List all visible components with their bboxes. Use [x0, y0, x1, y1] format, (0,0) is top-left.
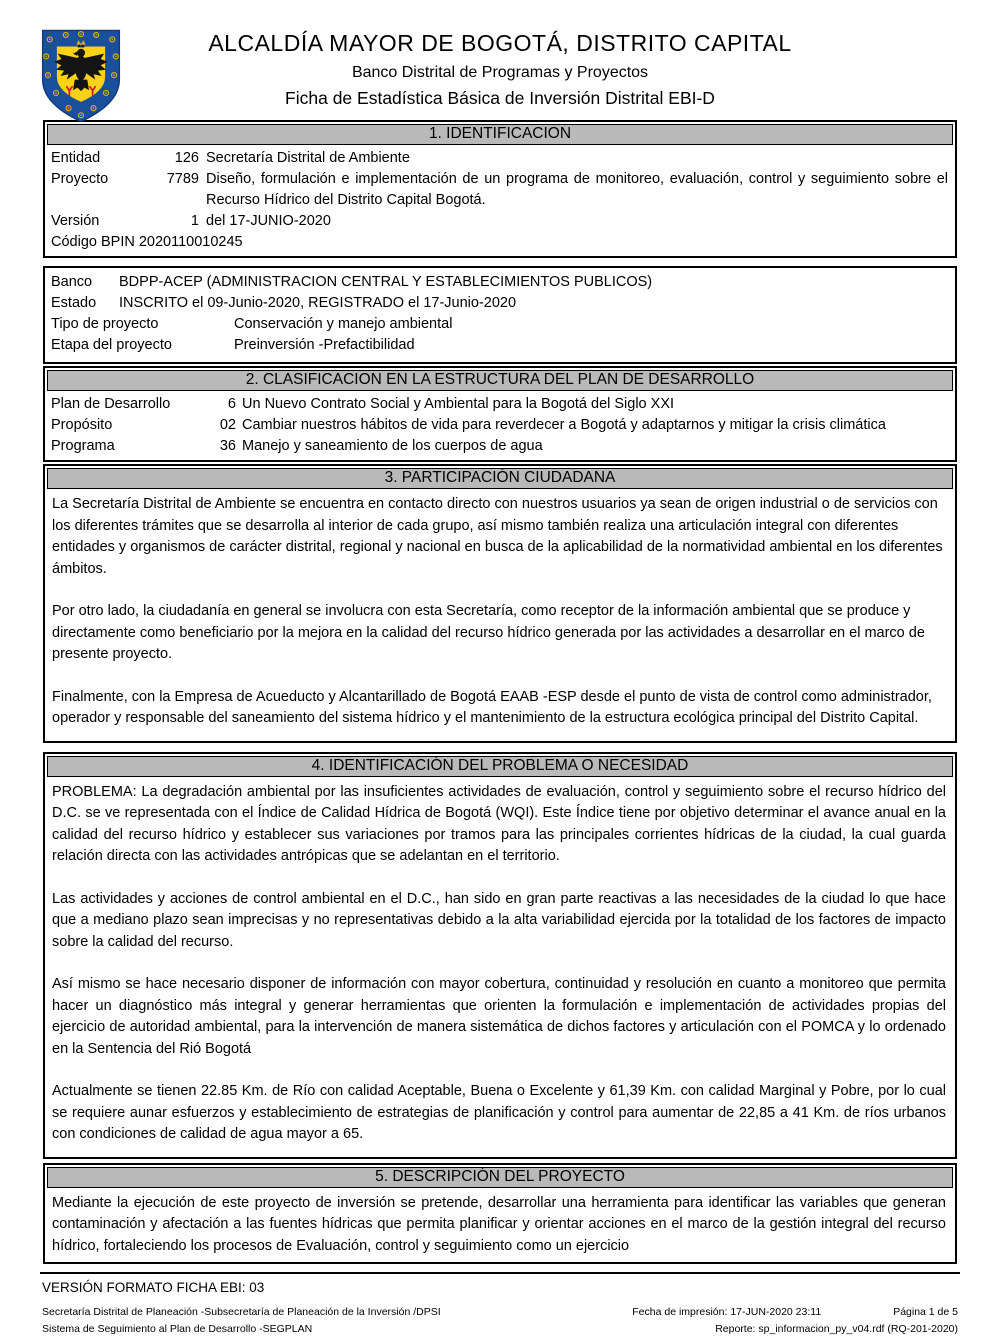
version-code: 1: [190, 213, 199, 229]
row-codigo-bpin: [51, 232, 948, 253]
plan-value: Un Nuevo Contrato Social y Ambiental para la Bogotá del Siglo XXI: [242, 396, 675, 412]
codigo-bpin: Código BPIN 2020110010245: [51, 234, 243, 250]
proposito-code: 02: [219, 417, 236, 433]
row-proposito: [51, 415, 948, 436]
entidad-value: Secretaría Distrital de Ambiente: [206, 150, 410, 166]
proyecto-label: Proyecto: [51, 171, 109, 187]
problema-paragraph: Las actividades y acciones de control ambiental en el D.C., han sido en gran parte reactivas a las necesidades de la ciudad lo que hace que a mediano plazo sean imprecisas y no representativas debido a la alta variabilidad ejercida por la totalidad de los factores de impacto sobre la calidad del recurso.: [52, 890, 946, 950]
participacion-text: [45, 491, 955, 741]
proposito-label: Propósito: [51, 417, 113, 433]
section-descripcion: [43, 1163, 957, 1265]
identificacion-table: [45, 147, 955, 256]
problema-paragraph: Actualmente se tienen 22.85 Km. de Río con calidad Aceptable, Buena o Excelente y 61,39 Km. con calidad Marginal y Pobre, por lo cual se requiere aunar esfuerzos y establecimiento de estrategias de planificación y control para aumentar de 22,85 a 41 Km. de ríos urbanos con condiciones de calidad de agua mayor a 65.: [52, 1083, 946, 1142]
row-estado: [51, 293, 948, 314]
proposito-value: Cambiar nuestros hábitos de vida para reverdecer a Bogotá y adaptarnos y mitigar la crisis climática: [242, 417, 886, 433]
problema-text: [45, 779, 955, 1157]
page-footer: [40, 1272, 960, 1338]
bogota-coat-of-arms-icon: [36, 26, 126, 126]
row-etapa-proyecto: [51, 335, 948, 356]
footer-print-info: [632, 1304, 958, 1321]
programa-label: Programa: [51, 438, 115, 454]
footer-entity-line: Secretaría Distrital de Planeación -Subsecretaría de Planeación de la Inversión /DPSI: [42, 1306, 441, 1318]
section-identificacion: [43, 120, 957, 258]
problema-paragraph: PROBLEMA: La degradación ambiental por las insuficientes actividades de evaluación, control y seguimiento sobre el recurso hídrico del D.C. se ve representada con el Índice de Calidad Hídrica de Bogotá (WQI). Este Índice tiene por objetivo determinar el avance anual en la calidad del recurso hídrico y establecer sus variaciones por tramos para las principales corrientes hídricas de la ciudad, la cual guarda relación directa con las actividades antrópicas que se adelantan en el territorio.: [52, 783, 946, 864]
banco-value: BDPP-ACEP (ADMINISTRACION CENTRAL Y ESTABLECIMIENTOS PUBLICOS): [119, 274, 653, 290]
entidad-label: Entidad: [51, 150, 101, 166]
plan-label: Plan de Desarrollo: [51, 396, 171, 412]
descripcion-text: [45, 1190, 955, 1263]
row-banco: [51, 272, 948, 293]
programa-value: Manejo y saneamiento de los cuerpos de agua: [242, 438, 543, 454]
programa-code: 36: [219, 438, 236, 454]
estado-value: INSCRITO el 09-Junio-2020, REGISTRADO el 17-Junio-2020: [119, 295, 517, 311]
document-title: Ficha de Estadística Básica de Inversión Distrital EBI-D: [285, 88, 715, 108]
tipo-proyecto-value: Conservación y manejo ambiental: [234, 316, 453, 332]
row-programa: [51, 436, 948, 457]
footer-system-line: Sistema de Seguimiento al Plan de Desarrollo -SEGPLAN: [42, 1323, 313, 1335]
section-registro-banco: [43, 266, 957, 364]
descripcion-paragraph: Mediante la ejecución de este proyecto de inversión se pretende, desarrollar una herramienta para identificar las variables que generan contaminación y afectación a las fuentes hídricas que permita planificar y orientar acciones en el marco de la gestión integral del recurso hídrico, fortaleciendo los procesos de Evaluación, control y seguimiento como un ejercicio: [52, 1194, 946, 1254]
participacion-paragraph: La Secretaría Distrital de Ambiente se encuentra en contacto directo con nuestros usuarios ya sean de origen industrial o de servicios con los diferentes trámites que se desarrolla al interior de cada grupo, así mismo también realiza una articulación integral con diferentes entidades y organismos de carácter distrital, regional y nacional en busca de la aplicabilidad de la normatividad ambiental en los diferentes ámbitos.: [52, 496, 943, 577]
participacion-paragraph: Finalmente, con la Empresa de Acueducto y Alcantarillado de Bogotá EAAB -ESP desde el punto de vista de control como administrador, operador y responsable del saneamiento del sistema hídrico y el mantenimiento de la estructura ecológica principal del Distrito Capital.: [52, 688, 932, 726]
footer-row-2: [42, 1321, 958, 1338]
document-header: [0, 0, 1000, 109]
section-identificacion-header: 1. IDENTIFICACION: [47, 124, 953, 145]
section-clasificacion-header: 2. CLASIFICACION EN LA ESTRUCTURA DEL PLAN DE DESARROLLO: [47, 370, 953, 391]
version-value: del 17-JUNIO-2020: [206, 213, 331, 229]
page-title: ALCALDÍA MAYOR DE BOGOTÁ, DISTRITO CAPITAL: [208, 30, 792, 56]
row-version: [51, 211, 948, 232]
section-problema: [43, 752, 957, 1159]
problema-paragraph: Así mismo se hace necesario disponer de información con mayor cobertura, continuidad y resolución en cuanto a monitoreo que permita hacer un diagnóstico más integral y generar herramientas que orienten la formulación e implementación de actividades propias del ejercicio de autoridad ambiental, para la intervención de manera sistemática de dichos factores y articulación con el POMCA y lo ordenado en la Sentencia del Rió Bogotá: [52, 976, 946, 1057]
bogota-coat-of-arms-logo: [36, 26, 126, 126]
tipo-proyecto-label: Tipo de proyecto: [51, 316, 159, 332]
row-plan-desarrollo: [51, 394, 948, 415]
row-entidad: [51, 148, 948, 169]
banco-label: Banco: [51, 274, 93, 290]
proyecto-value: Diseño, formulación e implementación de un programa de monitoreo, evaluación, control y seguimiento sobre el Recurso Hídrico del Distrito Capital Bogotá.: [206, 171, 948, 208]
footer-print-date: Fecha de impresión: 17-JUN-2020 23:11: [632, 1306, 822, 1318]
version-label: Versión: [51, 213, 100, 229]
etapa-proyecto-value: Preinversión -Prefactibilidad: [234, 337, 415, 353]
entidad-code: 126: [174, 150, 199, 166]
footer-spacer: [821, 1304, 893, 1321]
document-body: [43, 120, 957, 1264]
page-subtitle: Banco Distrital de Programas y Proyectos: [351, 64, 649, 81]
etapa-proyecto-label: Etapa del proyecto: [51, 337, 172, 353]
section-problema-header: 4. IDENTIFICACIÓN DEL PROBLEMA O NECESIDAD: [47, 756, 953, 777]
section-clasificacion: [43, 366, 957, 462]
section-participacion: [43, 464, 957, 743]
estado-label: Estado: [51, 295, 97, 311]
proyecto-code: 7789: [166, 171, 199, 187]
footer-page-number: Página 1 de 5: [893, 1306, 958, 1318]
section-descripcion-header: 5. DESCRIPCIÓN DEL PROYECTO: [47, 1167, 953, 1188]
participacion-paragraph: Por otro lado, la ciudadanía en general se involucra con esta Secretaría, como receptor de la información ambiental que se produce y directamente como beneficiario por la mejora en la calidad del recurso hídrico generada por las actividades a desarrollar en el marco de presente proyecto.: [52, 603, 925, 662]
plan-code: 6: [227, 396, 236, 412]
row-tipo-proyecto: [51, 314, 948, 335]
footer-report-name: Reporte: sp_informacion_py_v04.rdf (RQ-201-2020): [715, 1323, 958, 1335]
row-proyecto: [51, 169, 948, 211]
section-participacion-header: 3. PARTICIPACIÓN CIUDADANA: [47, 468, 953, 489]
footer-format-version: VERSIÓN FORMATO FICHA EBI: 03: [42, 1280, 265, 1295]
footer-row-1: [42, 1304, 958, 1321]
clasificacion-table: [45, 393, 955, 460]
registro-table: [45, 268, 955, 362]
